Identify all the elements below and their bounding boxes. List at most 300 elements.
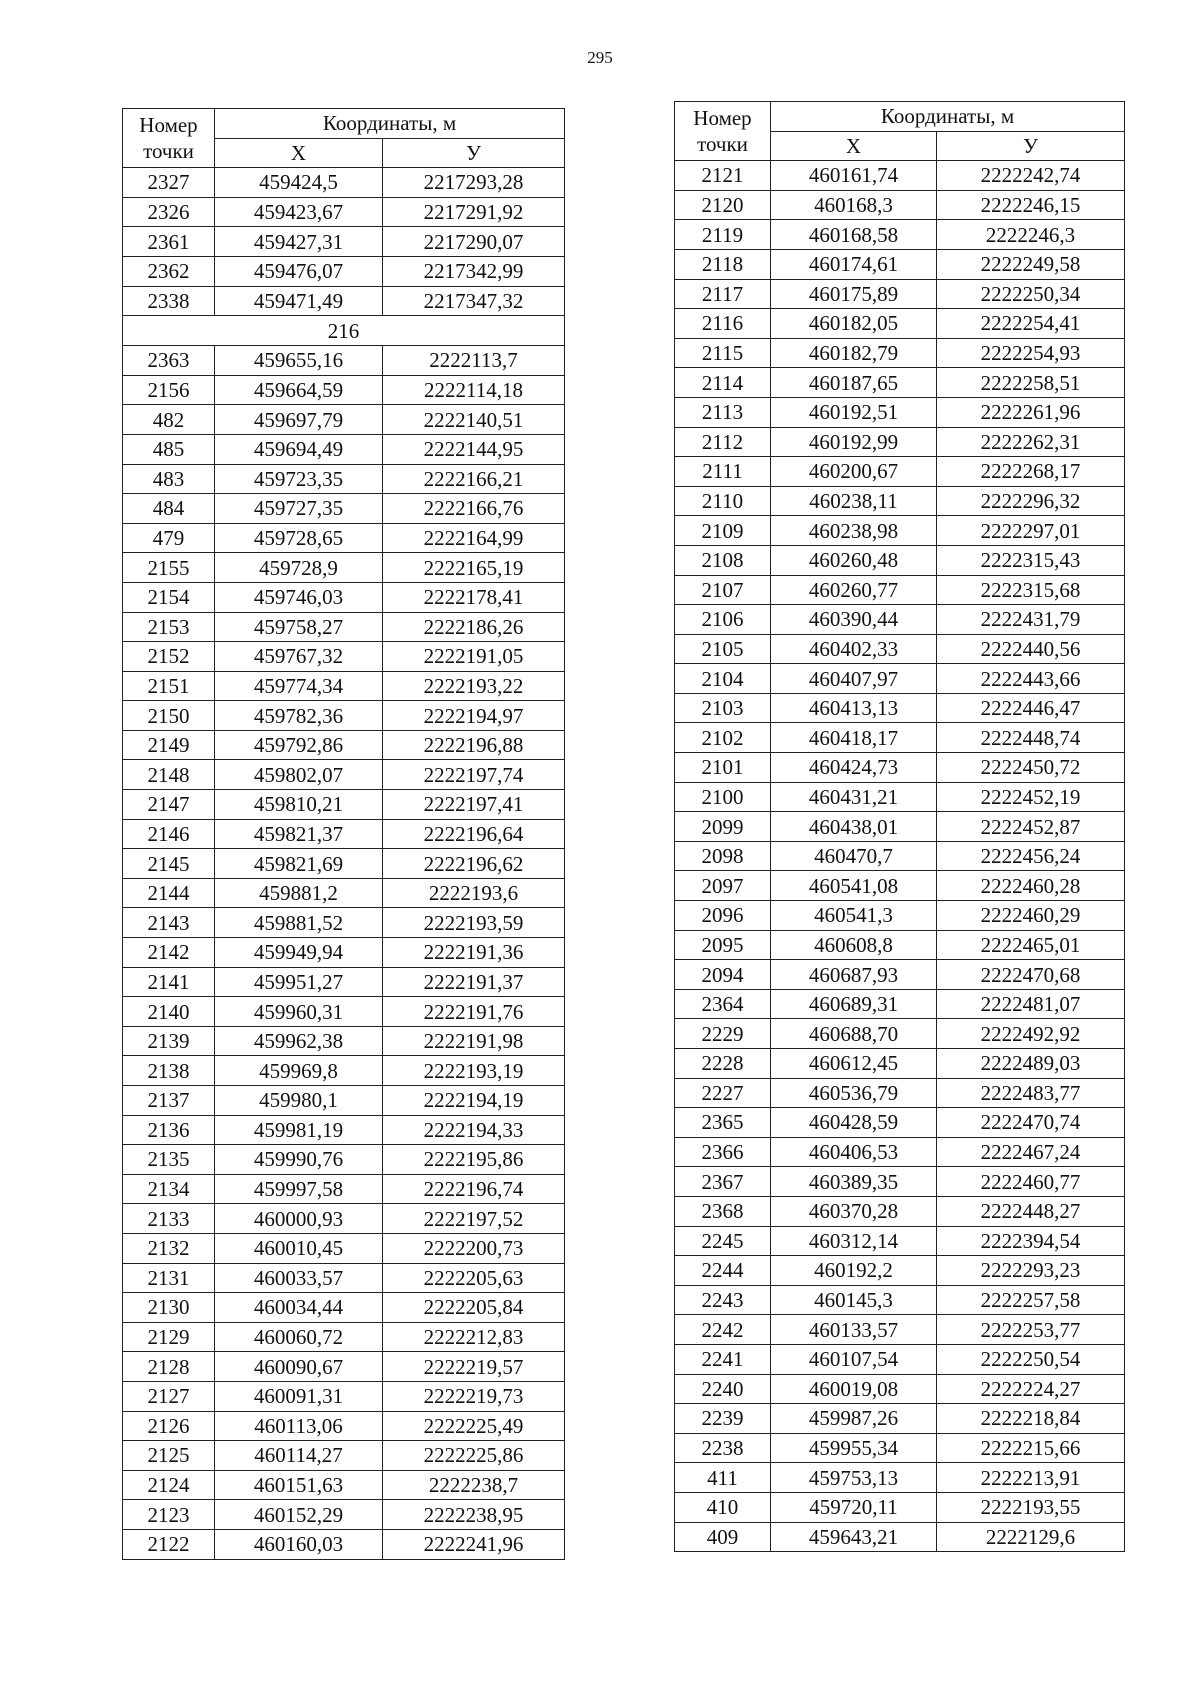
table-row: [675, 901, 1125, 931]
table-row: [123, 730, 565, 760]
y-coordinate-cell: 2222197,74: [383, 760, 565, 790]
point-number-cell: 2136: [123, 1115, 215, 1145]
table-row: [675, 1049, 1125, 1079]
x-coordinate-cell: 459774,34: [215, 671, 383, 701]
x-coordinate-cell: 460260,48: [771, 545, 937, 575]
y-coordinate-cell: 2222194,33: [383, 1115, 565, 1145]
x-coordinate-cell: 459981,19: [215, 1115, 383, 1145]
y-coordinate-cell: 2222193,22: [383, 671, 565, 701]
left-table-header: [123, 109, 565, 168]
x-coordinate-cell: 460688,70: [771, 1019, 937, 1049]
point-number-cell: 2327: [123, 168, 215, 198]
table-row: [675, 545, 1125, 575]
y-coordinate-cell: 2222219,57: [383, 1352, 565, 1382]
table-row: [123, 523, 565, 553]
y-coordinate-cell: 2222254,93: [937, 338, 1125, 368]
table-row: [123, 997, 565, 1027]
x-coordinate-cell: 460060,72: [215, 1322, 383, 1352]
table-row: [123, 1115, 565, 1145]
table-row: [123, 908, 565, 938]
x-coordinate-cell: 460091,31: [215, 1381, 383, 1411]
table-row: [675, 693, 1125, 723]
y-coordinate-cell: 2222164,99: [383, 523, 565, 553]
y-coordinate-cell: 2222246,3: [937, 220, 1125, 250]
point-number-cell: 2153: [123, 612, 215, 642]
x-coordinate-cell: 459951,27: [215, 967, 383, 997]
x-coordinate-cell: 460431,21: [771, 782, 937, 812]
x-coordinate-cell: 459782,36: [215, 701, 383, 731]
x-coordinate-cell: 460114,27: [215, 1441, 383, 1471]
table-row: [675, 753, 1125, 783]
point-number-cell: 2127: [123, 1381, 215, 1411]
x-coordinate-cell: 459802,07: [215, 760, 383, 790]
left-top-rows: [123, 168, 565, 316]
table-row: [675, 338, 1125, 368]
x-coordinate-cell: 459427,31: [215, 227, 383, 257]
table-row: [675, 1463, 1125, 1493]
y-coordinate-cell: 2222394,54: [937, 1226, 1125, 1256]
table-row: [675, 1078, 1125, 1108]
y-coordinate-cell: 2222460,77: [937, 1167, 1125, 1197]
point-number-cell: 2151: [123, 671, 215, 701]
x-coordinate-cell: 459728,9: [215, 553, 383, 583]
x-coordinate-cell: 460428,59: [771, 1108, 937, 1138]
y-coordinate-cell: 2222195,86: [383, 1145, 565, 1175]
x-coordinate-cell: 459753,13: [771, 1463, 937, 1493]
point-number-cell: 2243: [675, 1285, 771, 1315]
point-number-cell: 2108: [675, 545, 771, 575]
y-coordinate-cell: 2222452,19: [937, 782, 1125, 812]
y-coordinate-cell: 2222193,55: [937, 1492, 1125, 1522]
point-number-cell: 2142: [123, 938, 215, 968]
x-coordinate-cell: 460174,61: [771, 249, 937, 279]
point-number-cell: 2363: [123, 346, 215, 376]
point-number-cell: 2100: [675, 782, 771, 812]
x-coordinate-cell: 459728,65: [215, 523, 383, 553]
table-row: [123, 790, 565, 820]
table-row: [675, 457, 1125, 487]
table-row: [675, 1433, 1125, 1463]
table-row: [675, 397, 1125, 427]
y-coordinate-cell: 2222254,41: [937, 309, 1125, 339]
y-coordinate-cell: 2222246,15: [937, 190, 1125, 220]
point-number-cell: 479: [123, 523, 215, 553]
table-row: [675, 1522, 1125, 1552]
table-row: [123, 849, 565, 879]
x-coordinate-cell: 460145,3: [771, 1285, 937, 1315]
y-coordinate-cell: 2222315,68: [937, 575, 1125, 605]
point-number-cell: 2149: [123, 730, 215, 760]
y-coordinate-cell: 2222194,97: [383, 701, 565, 731]
y-coordinate-cell: 2222261,96: [937, 397, 1125, 427]
table-row: [675, 1137, 1125, 1167]
y-coordinate-cell: 2222114,18: [383, 375, 565, 405]
x-coordinate-cell: 460389,35: [771, 1167, 937, 1197]
table-row: [123, 967, 565, 997]
x-coordinate-cell: 460238,11: [771, 486, 937, 516]
x-coordinate-cell: 460312,14: [771, 1226, 937, 1256]
y-coordinate-cell: 2222193,6: [383, 878, 565, 908]
point-number-cell: 2111: [675, 457, 771, 487]
x-coordinate-cell: 460090,67: [215, 1352, 383, 1382]
table-row: [675, 871, 1125, 901]
x-coordinate-cell: 460612,45: [771, 1049, 937, 1079]
y-coordinate-cell: 2222460,29: [937, 901, 1125, 931]
table-row: [675, 516, 1125, 546]
point-number-cell: 2116: [675, 309, 771, 339]
table-row: [123, 819, 565, 849]
x-coordinate-cell: 459792,86: [215, 730, 383, 760]
table-row: [123, 671, 565, 701]
point-number-cell: 2143: [123, 908, 215, 938]
table-row: [123, 168, 565, 198]
x-coordinate-cell: 460200,67: [771, 457, 937, 487]
point-number-cell: 2364: [675, 989, 771, 1019]
x-coordinate-cell: 460000,93: [215, 1204, 383, 1234]
point-number-cell: 2099: [675, 812, 771, 842]
x-coordinate-cell: 460470,7: [771, 841, 937, 871]
y-coordinate-cell: 2222268,17: [937, 457, 1125, 487]
y-coordinate-cell: 2222456,24: [937, 841, 1125, 871]
x-coordinate-cell: 459723,35: [215, 464, 383, 494]
y-coordinate-cell: 2222191,36: [383, 938, 565, 968]
x-coordinate-cell: 459471,49: [215, 286, 383, 316]
point-number-cell: 482: [123, 405, 215, 435]
x-coordinate-cell: 459664,59: [215, 375, 383, 405]
x-header: Х: [771, 131, 937, 161]
point-number-cell: 2115: [675, 338, 771, 368]
point-number-cell: 2141: [123, 967, 215, 997]
y-coordinate-cell: 2222297,01: [937, 516, 1125, 546]
point-number-cell: 2326: [123, 197, 215, 227]
y-coordinate-cell: 2222492,92: [937, 1019, 1125, 1049]
table-row: [123, 1381, 565, 1411]
table-row: [675, 960, 1125, 990]
y-coordinate-cell: 2222431,79: [937, 605, 1125, 635]
x-coordinate-cell: 460151,63: [215, 1470, 383, 1500]
point-number-cell: 2112: [675, 427, 771, 457]
table-row: [123, 1470, 565, 1500]
point-number-cell: 2145: [123, 849, 215, 879]
right-rows: [675, 161, 1125, 1552]
y-coordinate-cell: 2222219,73: [383, 1381, 565, 1411]
table-row: [123, 1352, 565, 1382]
table-row: [675, 1315, 1125, 1345]
point-number-cell: 2148: [123, 760, 215, 790]
y-coordinate-cell: 2222196,74: [383, 1174, 565, 1204]
table-row: [675, 161, 1125, 191]
point-number-cell: 2147: [123, 790, 215, 820]
y-coordinate-cell: 2222166,76: [383, 494, 565, 524]
point-number-cell: 2156: [123, 375, 215, 405]
x-coordinate-cell: 459881,2: [215, 878, 383, 908]
x-coordinate-cell: 460424,73: [771, 753, 937, 783]
y-coordinate-cell: 2222241,96: [383, 1529, 565, 1559]
point-number-cell: 2239: [675, 1404, 771, 1434]
y-coordinate-cell: 2222249,58: [937, 249, 1125, 279]
point-number-cell: 2227: [675, 1078, 771, 1108]
coordinates-header: Координаты, м: [771, 102, 1125, 132]
table-row: [675, 1404, 1125, 1434]
point-number-cell: 2110: [675, 486, 771, 516]
point-number-cell: 2102: [675, 723, 771, 753]
table-row: [675, 486, 1125, 516]
x-coordinate-cell: 459949,94: [215, 938, 383, 968]
y-coordinate-cell: 2222194,19: [383, 1086, 565, 1116]
x-coordinate-cell: 460168,58: [771, 220, 937, 250]
y-coordinate-cell: 2222193,59: [383, 908, 565, 938]
table-row: [675, 427, 1125, 457]
point-number-header: Номер точки: [123, 109, 215, 168]
table-row: [123, 1204, 565, 1234]
y-coordinate-cell: 2222193,19: [383, 1056, 565, 1086]
point-number-cell: 2367: [675, 1167, 771, 1197]
table-row: [675, 989, 1125, 1019]
table-row: [123, 346, 565, 376]
x-coordinate-cell: 459821,69: [215, 849, 383, 879]
point-number-cell: 485: [123, 434, 215, 464]
x-coordinate-cell: 460406,53: [771, 1137, 937, 1167]
y-header: У: [383, 138, 565, 168]
x-coordinate-cell: 459643,21: [771, 1522, 937, 1552]
table-row: [675, 575, 1125, 605]
table-row: [675, 368, 1125, 398]
point-number-cell: 2134: [123, 1174, 215, 1204]
table-row: [675, 605, 1125, 635]
y-coordinate-cell: 2222129,6: [937, 1522, 1125, 1552]
x-coordinate-cell: 460160,03: [215, 1529, 383, 1559]
y-coordinate-cell: 2222470,68: [937, 960, 1125, 990]
point-number-cell: 2095: [675, 930, 771, 960]
left-coordinates-table: [122, 108, 565, 1560]
point-number-cell: 2131: [123, 1263, 215, 1293]
x-coordinate-cell: 459720,11: [771, 1492, 937, 1522]
x-coordinate-cell: 460390,44: [771, 605, 937, 635]
table-row: [675, 220, 1125, 250]
table-row: [123, 1086, 565, 1116]
y-coordinate-cell: 2217342,99: [383, 256, 565, 286]
point-number-cell: 2144: [123, 878, 215, 908]
y-coordinate-cell: 2222440,56: [937, 634, 1125, 664]
right-table-header: [675, 102, 1125, 161]
y-coordinate-cell: 2222481,07: [937, 989, 1125, 1019]
table-row: [123, 464, 565, 494]
x-coordinate-cell: 459423,67: [215, 197, 383, 227]
point-number-cell: 2125: [123, 1441, 215, 1471]
x-coordinate-cell: 460175,89: [771, 279, 937, 309]
table-row: [123, 375, 565, 405]
point-number-cell: 2121: [675, 161, 771, 191]
x-coordinate-cell: 460541,3: [771, 901, 937, 931]
point-number-cell: 2155: [123, 553, 215, 583]
point-number-header: Номер точки: [675, 102, 771, 161]
x-coordinate-cell: 460161,74: [771, 161, 937, 191]
y-coordinate-cell: 2222191,76: [383, 997, 565, 1027]
y-coordinate-cell: 2217291,92: [383, 197, 565, 227]
point-number-cell: 2104: [675, 664, 771, 694]
y-coordinate-cell: 2222250,54: [937, 1344, 1125, 1374]
y-coordinate-cell: 2222213,91: [937, 1463, 1125, 1493]
point-number-cell: 2366: [675, 1137, 771, 1167]
table-row: [123, 1500, 565, 1530]
point-number-cell: 2135: [123, 1145, 215, 1175]
y-coordinate-cell: 2222144,95: [383, 434, 565, 464]
x-coordinate-cell: 459997,58: [215, 1174, 383, 1204]
y-coordinate-cell: 2217290,07: [383, 227, 565, 257]
table-row: [123, 227, 565, 257]
point-number-cell: 2146: [123, 819, 215, 849]
y-coordinate-cell: 2222483,77: [937, 1078, 1125, 1108]
table-row: [123, 553, 565, 583]
y-coordinate-cell: 2222315,43: [937, 545, 1125, 575]
point-number-cell: 2094: [675, 960, 771, 990]
point-number-cell: 2130: [123, 1293, 215, 1323]
point-number-cell: 2124: [123, 1470, 215, 1500]
point-number-cell: 2140: [123, 997, 215, 1027]
point-number-cell: 2119: [675, 220, 771, 250]
point-number-cell: 2101: [675, 753, 771, 783]
y-coordinate-cell: 2222257,58: [937, 1285, 1125, 1315]
x-coordinate-cell: 459767,32: [215, 642, 383, 672]
x-coordinate-cell: 460033,57: [215, 1263, 383, 1293]
table-row: [675, 1256, 1125, 1286]
table-row: [123, 1233, 565, 1263]
x-coordinate-cell: 459990,76: [215, 1145, 383, 1175]
point-number-cell: 2245: [675, 1226, 771, 1256]
table-row: [675, 309, 1125, 339]
y-coordinate-cell: 2222470,74: [937, 1108, 1125, 1138]
left-section: [123, 316, 565, 346]
point-number-cell: 2242: [675, 1315, 771, 1345]
section-label: 216: [123, 316, 565, 346]
point-number-cell: 2117: [675, 279, 771, 309]
y-coordinate-cell: 2222200,73: [383, 1233, 565, 1263]
y-coordinate-cell: 2222293,23: [937, 1256, 1125, 1286]
point-number-cell: 2113: [675, 397, 771, 427]
table-row: [675, 1167, 1125, 1197]
y-coordinate-cell: 2222258,51: [937, 368, 1125, 398]
point-number-cell: 2103: [675, 693, 771, 723]
x-coordinate-cell: 459960,31: [215, 997, 383, 1027]
point-number-cell: 2241: [675, 1344, 771, 1374]
x-coordinate-cell: 460541,08: [771, 871, 937, 901]
table-row: [675, 1285, 1125, 1315]
point-number-cell: 2152: [123, 642, 215, 672]
table-row: [123, 1411, 565, 1441]
table-row: [123, 1529, 565, 1559]
x-coordinate-cell: 459727,35: [215, 494, 383, 524]
x-coordinate-cell: 460010,45: [215, 1233, 383, 1263]
point-number-cell: 2139: [123, 1026, 215, 1056]
coordinates-header: Координаты, м: [215, 109, 565, 139]
table-row: [123, 1174, 565, 1204]
point-number-cell: 2338: [123, 286, 215, 316]
x-coordinate-cell: 459881,52: [215, 908, 383, 938]
table-row: [123, 1263, 565, 1293]
page-number: 295: [587, 48, 613, 67]
table-row: [675, 812, 1125, 842]
y-coordinate-cell: 2222197,41: [383, 790, 565, 820]
point-number-cell: 2132: [123, 1233, 215, 1263]
point-number-cell: 2118: [675, 249, 771, 279]
table-row: [123, 286, 565, 316]
x-coordinate-cell: 459655,16: [215, 346, 383, 376]
point-number-cell: 2368: [675, 1196, 771, 1226]
y-coordinate-cell: 2222262,31: [937, 427, 1125, 457]
point-number-cell: 2138: [123, 1056, 215, 1086]
table-row: [675, 782, 1125, 812]
table-row: [675, 841, 1125, 871]
table-row: [123, 612, 565, 642]
x-coordinate-cell: 460608,8: [771, 930, 937, 960]
point-number-cell: 2137: [123, 1086, 215, 1116]
point-number-cell: 2122: [123, 1529, 215, 1559]
left-rows: [123, 346, 565, 1559]
x-coordinate-cell: 460019,08: [771, 1374, 937, 1404]
table-row: [123, 1441, 565, 1471]
point-number-cell: 2097: [675, 871, 771, 901]
x-coordinate-cell: 460536,79: [771, 1078, 937, 1108]
table-row: [675, 1226, 1125, 1256]
x-coordinate-cell: 460192,99: [771, 427, 937, 457]
x-coordinate-cell: 460689,31: [771, 989, 937, 1019]
y-coordinate-cell: 2222448,74: [937, 723, 1125, 753]
y-header: У: [937, 131, 1125, 161]
x-coordinate-cell: 460413,13: [771, 693, 937, 723]
point-number-cell: 2228: [675, 1049, 771, 1079]
table-row: [675, 1492, 1125, 1522]
y-coordinate-cell: 2222225,86: [383, 1441, 565, 1471]
x-coordinate-cell: 460687,93: [771, 960, 937, 990]
x-coordinate-cell: 459424,5: [215, 168, 383, 198]
point-number-cell: 411: [675, 1463, 771, 1493]
y-coordinate-cell: 2222196,62: [383, 849, 565, 879]
y-coordinate-cell: 2222460,28: [937, 871, 1125, 901]
y-coordinate-cell: 2222165,19: [383, 553, 565, 583]
y-coordinate-cell: 2222465,01: [937, 930, 1125, 960]
x-coordinate-cell: 460402,33: [771, 634, 937, 664]
y-coordinate-cell: 2217293,28: [383, 168, 565, 198]
table-row: [123, 878, 565, 908]
y-coordinate-cell: 2222489,03: [937, 1049, 1125, 1079]
point-number-cell: 2114: [675, 368, 771, 398]
x-coordinate-cell: 460133,57: [771, 1315, 937, 1345]
y-coordinate-cell: 2222178,41: [383, 582, 565, 612]
point-number-cell: 2105: [675, 634, 771, 664]
table-row: [675, 1344, 1125, 1374]
table-row: [675, 930, 1125, 960]
x-coordinate-cell: 460407,97: [771, 664, 937, 694]
point-number-cell: 2106: [675, 605, 771, 635]
x-coordinate-cell: 460107,54: [771, 1344, 937, 1374]
point-number-cell: 2096: [675, 901, 771, 931]
point-number-cell: 2361: [123, 227, 215, 257]
point-number-cell: 2107: [675, 575, 771, 605]
table-row: [123, 642, 565, 672]
point-number-cell: 483: [123, 464, 215, 494]
point-number-cell: 2238: [675, 1433, 771, 1463]
x-coordinate-cell: 460192,51: [771, 397, 937, 427]
x-coordinate-cell: 459697,79: [215, 405, 383, 435]
table-row: [675, 190, 1125, 220]
x-header: Х: [215, 138, 383, 168]
y-coordinate-cell: 2222467,24: [937, 1137, 1125, 1167]
section-row: [123, 316, 565, 346]
x-coordinate-cell: 460182,05: [771, 309, 937, 339]
point-number-cell: 2129: [123, 1322, 215, 1352]
y-coordinate-cell: 2222166,21: [383, 464, 565, 494]
table-row: [123, 197, 565, 227]
